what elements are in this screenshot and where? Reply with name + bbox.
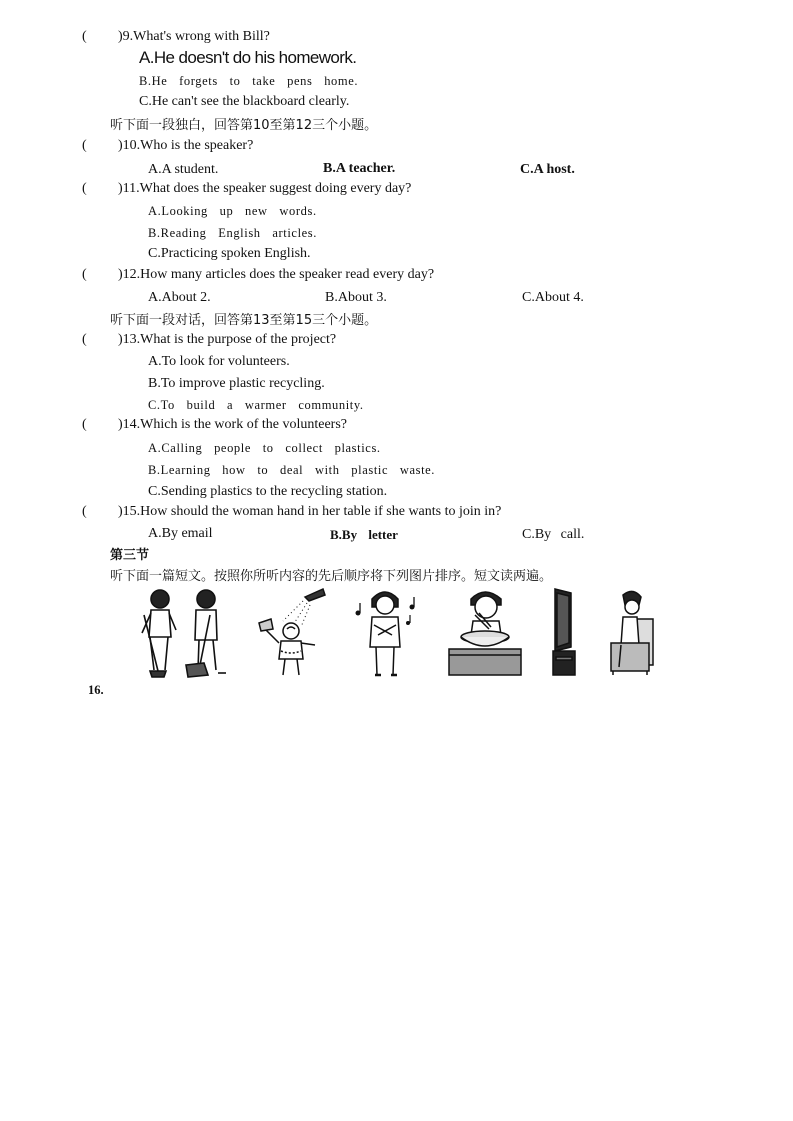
q13-option-c: C.To build a warmer community. [148, 398, 364, 412]
person-sitting-picture [605, 585, 660, 680]
section-3-instruction: 听下面一篇短文。按照你所听内容的先后顺序将下列图片排序。短文读两遍。 [110, 569, 553, 584]
q12-option-b: B.About 3. [325, 290, 387, 305]
q12-option-a: A.About 2. [148, 290, 211, 305]
answer-paren: ( [82, 138, 87, 153]
q15-option-b: B.By letter [330, 527, 398, 542]
q14-option-b: B.Learning how to deal with plastic waste. [148, 463, 436, 477]
answer-paren: ( [82, 29, 87, 44]
instruction-dialogue: 听下面一段对话，回答第13至第15三个小题。 [110, 313, 378, 328]
question-13-stem: )13.What is the purpose of the project? [118, 332, 337, 347]
section-3-title: 第三节 [110, 548, 150, 563]
q11-option-c: C.Practicing spoken English. [148, 246, 311, 261]
television-picture [545, 585, 585, 680]
q10-option-c: C.A host. [520, 162, 575, 177]
question-11-stem: )11.What does the speaker suggest doing every day? [118, 181, 412, 196]
q9-option-a: A.He doesn't do his homework. [139, 48, 357, 67]
q12-option-c: C.About 4. [522, 290, 584, 305]
child-showering-picture [255, 585, 330, 680]
instruction-monologue: 听下面一段独白，回答第10至第12三个小题。 [110, 118, 378, 133]
q15-option-c: C.By call. [522, 527, 585, 542]
q14-option-c: C.Sending plastics to the recycling station. [148, 484, 388, 499]
q15-option-a: A.By email [148, 526, 213, 541]
q13-option-b: B.To improve plastic recycling. [148, 376, 325, 391]
answer-paren: ( [82, 181, 87, 196]
woman-singing-picture [350, 585, 420, 680]
q10-option-a: A.A student. [148, 162, 219, 177]
q9-option-b: B.He forgets to take pens home. [139, 74, 359, 88]
question-12-stem: )12.How many articles does the speaker read every day? [118, 267, 435, 282]
question-9-stem: )9.What's wrong with Bill? [118, 29, 270, 44]
question-10-stem: )10.Who is the speaker? [118, 138, 254, 153]
answer-paren: ( [82, 267, 87, 282]
answer-paren: ( [82, 417, 87, 432]
q14-option-a: A.Calling people to collect plastics. [148, 441, 381, 455]
boy-cooking-picture [445, 585, 525, 680]
q13-option-a: A.To look for volunteers. [148, 354, 290, 369]
q10-option-b: B.A teacher. [323, 161, 396, 176]
answer-paren: ( [82, 504, 87, 519]
q11-option-a: A.Looking up new words. [148, 204, 317, 218]
q9-option-c: C.He can't see the blackboard clearly. [139, 94, 350, 109]
answer-paren: ( [82, 332, 87, 347]
question-14-stem: )14.Which is the work of the volunteers? [118, 417, 347, 432]
question-15-stem: )15.How should the woman hand in her table if she wants to join in? [118, 504, 502, 519]
students-sweeping-picture [134, 585, 234, 680]
question-16-label: 16. [88, 683, 104, 697]
q11-option-b: B.Reading English articles. [148, 226, 317, 240]
